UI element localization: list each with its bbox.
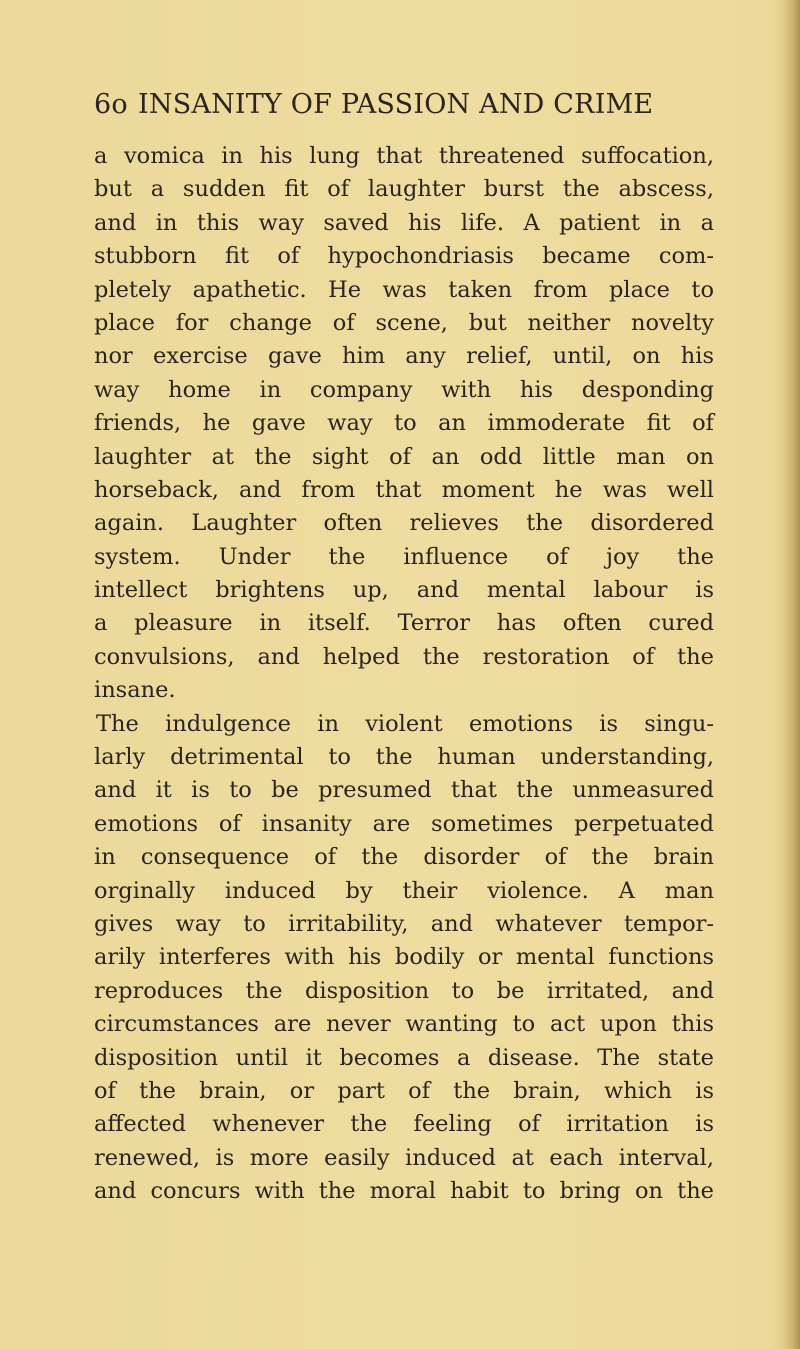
text-line: place for change of scene, but neither novelty bbox=[94, 309, 714, 336]
page-edge-shadow bbox=[782, 0, 800, 1349]
text-line: intellect brightens up, and mental labour is bbox=[94, 577, 714, 604]
text-line: circumstances are never wanting to act upon this bbox=[94, 1011, 714, 1038]
text-line: arily interferes with his bodily or mental functions bbox=[94, 944, 714, 971]
text-line: orginally induced by their violence. A man bbox=[94, 877, 714, 904]
text-line: system. Under the influence of joy the bbox=[94, 543, 714, 570]
text-line: laughter at the sight of an odd little man on bbox=[94, 443, 714, 470]
text-line: pletely apathetic. He was taken from place to bbox=[94, 276, 714, 303]
body-text bbox=[94, 140, 714, 1209]
text-line: The indulgence in violent emotions is singu- bbox=[96, 710, 714, 737]
text-line: insane. bbox=[94, 677, 176, 704]
text-line: horseback, and from that moment he was well bbox=[94, 476, 714, 503]
text-line: friends, he gave way to an immoderate fit of bbox=[94, 410, 714, 437]
text-line: affected whenever the feeling of irritation is bbox=[94, 1111, 714, 1138]
text-line: in consequence of the disorder of the brain bbox=[94, 844, 714, 871]
text-line: and it is to be presumed that the unmeasured bbox=[94, 777, 714, 804]
text-line: a pleasure in itself. Terror has often cured bbox=[94, 610, 714, 637]
running-header bbox=[94, 89, 714, 129]
text-line: and concurs with the moral habit to bring on the bbox=[94, 1178, 714, 1205]
text-line: again. Laughter often relieves the disordered bbox=[94, 510, 714, 537]
running-title: INSANITY OF PASSION AND CRIME bbox=[138, 89, 654, 120]
text-line: disposition until it becomes a disease. The state bbox=[94, 1044, 714, 1071]
text-line: renewed, is more easily induced at each interval, bbox=[94, 1144, 714, 1171]
text-line: of the brain, or part of the brain, which is bbox=[94, 1077, 714, 1104]
text-line: a vomica in his lung that threatened suffocation, bbox=[94, 143, 714, 169]
text-line: gives way to irritability, and whatever tempor- bbox=[94, 910, 714, 937]
text-line: stubborn fit of hypochondriasis became com- bbox=[94, 243, 714, 270]
text-line: and in this way saved his life. A patient in a bbox=[94, 209, 714, 236]
text-line: reproduces the disposition to be irritated, and bbox=[94, 977, 714, 1004]
page-number: 6o bbox=[94, 89, 128, 120]
text-line: convulsions, and helped the restoration of the bbox=[94, 643, 714, 670]
text-line: but a sudden fit of laughter burst the abscess, bbox=[94, 176, 714, 203]
text-line: emotions of insanity are sometimes perpetuated bbox=[94, 810, 714, 837]
text-line: way home in company with his desponding bbox=[94, 376, 714, 403]
text-line: nor exercise gave him any relief, until, on his bbox=[94, 343, 714, 370]
text-line: larly detrimental to the human understanding, bbox=[94, 744, 714, 771]
